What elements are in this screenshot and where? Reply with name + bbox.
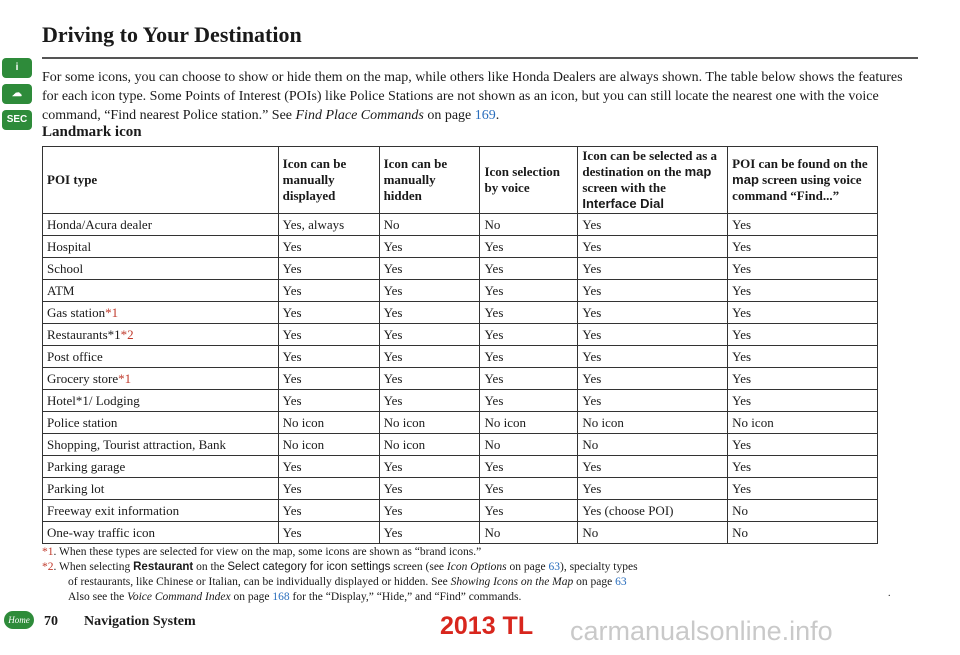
poi-type-label: Honda/Acura dealer — [47, 217, 153, 232]
find-cell: Yes — [728, 214, 878, 236]
voice-cell: No — [480, 214, 578, 236]
model-watermark: 2013 TL — [440, 612, 534, 640]
footnote-1-mark: *1 — [42, 546, 54, 558]
find-cell: Yes — [728, 302, 878, 324]
poi-type-label: ATM — [47, 283, 75, 298]
side-navigation — [2, 58, 34, 136]
manual-name: Navigation System — [84, 614, 196, 629]
dest-cell: Yes — [578, 214, 728, 236]
poi-type-label: Parking garage — [47, 459, 126, 474]
display-cell: Yes — [278, 456, 379, 478]
home-icon[interactable]: Home — [4, 611, 34, 629]
footnote-2-text-d: on page — [506, 561, 549, 573]
find-cell: Yes — [728, 390, 878, 412]
voice-cell: Yes — [480, 236, 578, 258]
poi-type-cell — [43, 412, 279, 434]
voice-cell: Yes — [480, 346, 578, 368]
restaurant-label: Restaurant — [133, 561, 194, 573]
table-row — [43, 236, 878, 258]
table-row — [43, 214, 878, 236]
header-select-destination — [578, 147, 728, 214]
table-row — [43, 368, 878, 390]
find-cell: No — [728, 500, 878, 522]
hide-cell: No icon — [379, 412, 480, 434]
find-cell: Yes — [728, 236, 878, 258]
table-row — [43, 522, 878, 544]
hide-cell: Yes — [379, 258, 480, 280]
table-row — [43, 456, 878, 478]
voice-cell: No — [480, 522, 578, 544]
table-row — [43, 478, 878, 500]
footnote-2 — [42, 560, 902, 575]
dest-cell: Yes — [578, 324, 728, 346]
landmark-icon-table — [42, 146, 878, 544]
footnote-marker: *1 — [118, 371, 132, 386]
footnote-marker: *1 — [105, 305, 119, 320]
poi-type-cell — [43, 500, 279, 522]
voice-cell: Yes — [480, 390, 578, 412]
poi-type-cell — [43, 236, 279, 258]
find-cell: No — [728, 522, 878, 544]
dest-cell: Yes — [578, 390, 728, 412]
dest-cell: Yes (choose POI) — [578, 500, 728, 522]
voice-cell: Yes — [480, 500, 578, 522]
poi-type-label: Hospital — [47, 239, 92, 254]
footnote-2-line-2-text-b: on page — [573, 576, 616, 588]
dest-cell: Yes — [578, 258, 728, 280]
footnote-2-text-e: ), specialty types — [559, 561, 638, 573]
display-cell: Yes — [278, 346, 379, 368]
table-body — [43, 214, 878, 544]
header-poi-type: POI type — [43, 147, 279, 214]
display-cell: Yes — [278, 324, 379, 346]
showing-icons-ref: Showing Icons on the Map — [450, 576, 574, 588]
page-168-link[interactable]: 168 — [272, 591, 290, 603]
page-number: 70 — [44, 614, 58, 629]
dest-cell: No — [578, 434, 728, 456]
header-dest-map: map — [684, 164, 712, 179]
site-watermark: carmanualsonline.info — [570, 616, 833, 646]
poi-type-cell — [43, 258, 279, 280]
display-cell: Yes — [278, 280, 379, 302]
dest-cell: Yes — [578, 346, 728, 368]
display-cell: Yes — [278, 302, 379, 324]
footnotes — [42, 545, 902, 605]
find-place-commands-ref: Find Place Commands — [295, 108, 424, 123]
poi-type-cell — [43, 346, 279, 368]
voice-cell: Yes — [480, 258, 578, 280]
voice-cell: Yes — [480, 280, 578, 302]
footnote-2-line-2-text: of restaurants, like Chinese or Italian, can be individually displayed or hidden. See — [68, 576, 451, 588]
hide-cell: Yes — [379, 456, 480, 478]
poi-type-label: Freeway exit information — [47, 503, 180, 518]
poi-type-cell — [43, 280, 279, 302]
voice-command-icon[interactable]: ☁ — [2, 84, 32, 104]
page-63-link[interactable]: 63 — [548, 561, 560, 573]
poi-type-label: Parking lot — [47, 481, 105, 496]
poi-type-label: Gas station — [47, 305, 106, 320]
header-selection-by-voice: Icon selection by voice — [480, 147, 578, 214]
display-cell: Yes — [278, 390, 379, 412]
voice-cell: Yes — [480, 302, 578, 324]
dest-cell: Yes — [578, 280, 728, 302]
dest-cell: Yes — [578, 236, 728, 258]
icon-options-ref: Icon Options — [446, 561, 507, 573]
hide-cell: Yes — [379, 324, 480, 346]
hide-cell: Yes — [379, 522, 480, 544]
poi-type-cell — [43, 368, 279, 390]
footnote-2-line-3-text-b: on page — [230, 591, 273, 603]
page-169-link[interactable]: 169 — [474, 108, 496, 123]
footnote-2-line-3 — [42, 590, 902, 605]
header-manually-hidden: Icon can be manually hidden — [379, 147, 480, 214]
footnote-2-mark: *2 — [42, 561, 54, 573]
title-divider — [42, 57, 918, 59]
table-row — [43, 390, 878, 412]
display-cell: Yes — [278, 478, 379, 500]
header-dest-dial: Interface Dial — [582, 196, 665, 211]
hide-cell: Yes — [379, 478, 480, 500]
display-cell: Yes, always — [278, 214, 379, 236]
poi-type-label: School — [47, 261, 84, 276]
voice-cell: Yes — [480, 368, 578, 390]
poi-type-cell — [43, 390, 279, 412]
header-find-map: map — [732, 172, 759, 187]
poi-type-label: One-way traffic icon — [47, 525, 156, 540]
table-heading: Landmark icon — [42, 124, 142, 140]
header-dest-text-2: screen with the — [582, 180, 666, 195]
table-row — [43, 412, 878, 434]
voice-cell: No icon — [480, 412, 578, 434]
dest-cell: No icon — [578, 412, 728, 434]
find-cell: No icon — [728, 412, 878, 434]
table-row — [43, 258, 878, 280]
poi-type-cell — [43, 324, 279, 346]
footnote-1 — [42, 545, 902, 560]
header-find-text-2: screen using voice command “Find...” — [732, 172, 862, 203]
table-header-row — [43, 147, 878, 214]
footnote-2-text: . When selecting — [53, 561, 134, 573]
poi-type-label: Restaurants*1 — [47, 327, 121, 342]
footnote-2-line-3-text-c: for the “Display,” “Hide,” and “Find” commands. — [289, 591, 522, 603]
find-cell: Yes — [728, 478, 878, 500]
hide-cell: Yes — [379, 500, 480, 522]
table-row — [43, 434, 878, 456]
stray-dot: . — [888, 588, 891, 599]
find-cell: Yes — [728, 346, 878, 368]
hide-cell: Yes — [379, 390, 480, 412]
find-cell: Yes — [728, 434, 878, 456]
display-cell: No icon — [278, 434, 379, 456]
intro-text-2: on page — [423, 108, 475, 123]
header-poi-found-by-voice — [728, 147, 878, 214]
poi-type-label: Grocery store — [47, 371, 119, 386]
intro-paragraph — [42, 68, 918, 125]
table-row — [43, 500, 878, 522]
voice-command-index-ref: Voice Command Index — [127, 591, 231, 603]
hide-cell: Yes — [379, 346, 480, 368]
hide-cell: Yes — [379, 302, 480, 324]
hide-cell: No — [379, 214, 480, 236]
hide-cell: No icon — [379, 434, 480, 456]
poi-type-label: Police station — [47, 415, 118, 430]
dest-cell: Yes — [578, 368, 728, 390]
intro-text: For some icons, you can choose to show or hide them on the map, while others like Honda Dealers are always shown. The table below shows the features for each icon type. Some Points of Interest (POIs) like Police Stations are not shown as an icon, but you can still locate the nearest one with the voice command, “Find nearest Police station.” See — [42, 70, 903, 123]
footnote-marker: *2 — [120, 327, 134, 342]
icon-settings-screen-label: Select category for icon settings — [227, 561, 391, 573]
header-find-text: POI can be found on the — [732, 156, 868, 171]
dest-cell: Yes — [578, 302, 728, 324]
display-cell: Yes — [278, 258, 379, 280]
hide-cell: Yes — [379, 368, 480, 390]
footnote-1-text: . When these types are selected for view on the map, some icons are shown as “brand icons.” — [53, 546, 482, 558]
table-row — [43, 302, 878, 324]
hide-cell: Yes — [379, 236, 480, 258]
footnote-2-text-b: on the — [193, 561, 228, 573]
display-cell: Yes — [278, 500, 379, 522]
page-63-link-2[interactable]: 63 — [615, 576, 627, 588]
voice-cell: Yes — [480, 324, 578, 346]
poi-type-cell — [43, 434, 279, 456]
intro-text-3: . — [495, 108, 500, 123]
poi-type-cell — [43, 456, 279, 478]
voice-cell: No — [480, 434, 578, 456]
poi-type-label: Post office — [47, 349, 103, 364]
poi-type-cell — [43, 478, 279, 500]
find-cell: Yes — [728, 324, 878, 346]
poi-type-cell — [43, 302, 279, 324]
poi-type-cell — [43, 214, 279, 236]
find-cell: Yes — [728, 280, 878, 302]
voice-cell: Yes — [480, 478, 578, 500]
find-cell: Yes — [728, 456, 878, 478]
footnote-2-line-2 — [42, 575, 902, 590]
sec-button[interactable]: SEC — [2, 110, 32, 130]
info-icon[interactable]: i — [2, 58, 32, 78]
poi-type-cell — [43, 522, 279, 544]
header-manually-displayed: Icon can be manually displayed — [278, 147, 379, 214]
hide-cell: Yes — [379, 280, 480, 302]
header-dest-text: Icon can be selected as a destination on the — [582, 148, 718, 179]
display-cell: Yes — [278, 236, 379, 258]
dest-cell: No — [578, 522, 728, 544]
display-cell: Yes — [278, 522, 379, 544]
footnote-2-text-c: screen (see — [390, 561, 447, 573]
poi-type-label: Hotel*1/ Lodging — [47, 393, 140, 408]
footnote-2-line-3-text: Also see the — [68, 591, 128, 603]
dest-cell: Yes — [578, 478, 728, 500]
table-row — [43, 280, 878, 302]
table-row — [43, 346, 878, 368]
dest-cell: Yes — [578, 456, 728, 478]
table-row — [43, 324, 878, 346]
page-title: Driving to Your Destination — [42, 22, 302, 47]
voice-cell: Yes — [480, 456, 578, 478]
display-cell: No icon — [278, 412, 379, 434]
poi-type-label: Shopping, Tourist attraction, Bank — [47, 437, 227, 452]
find-cell: Yes — [728, 368, 878, 390]
find-cell: Yes — [728, 258, 878, 280]
display-cell: Yes — [278, 368, 379, 390]
